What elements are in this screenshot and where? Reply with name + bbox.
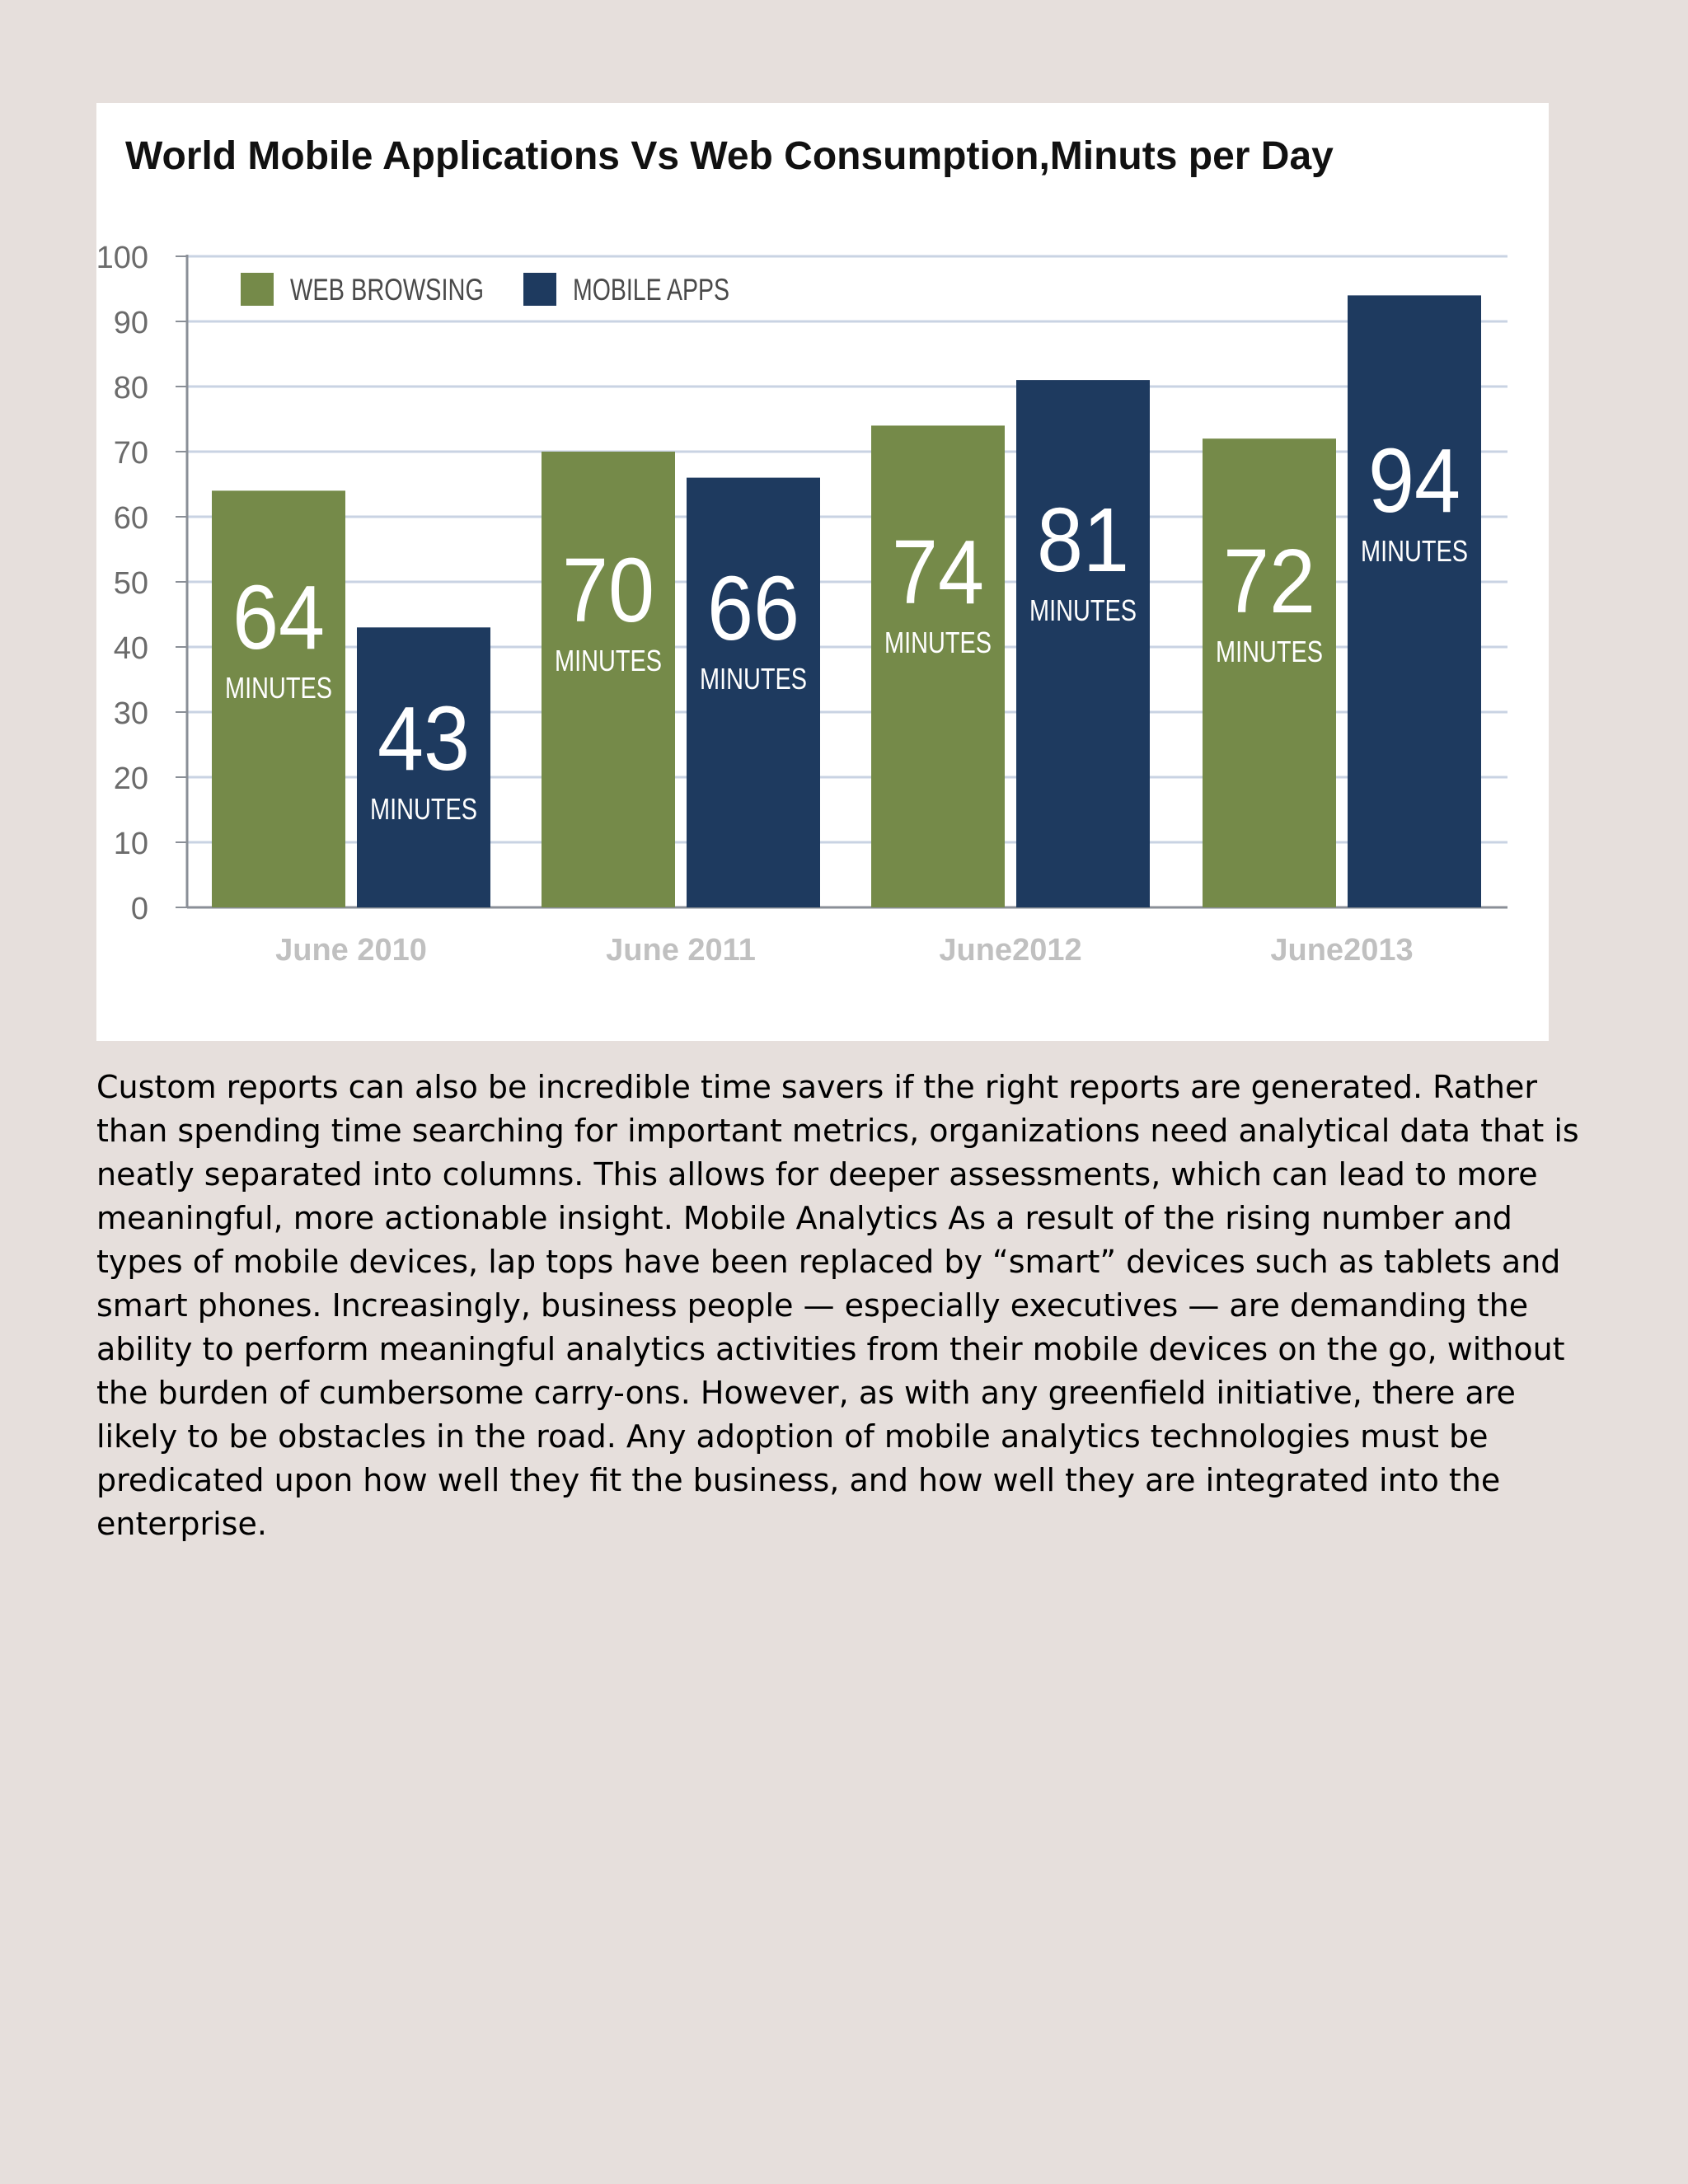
- bar-value-label: 81: [1037, 490, 1129, 592]
- y-tick-label: 100: [96, 241, 148, 275]
- bar-mobile-apps: [1016, 380, 1150, 907]
- y-tick-label: 60: [113, 501, 148, 536]
- legend-label: WEB BROWSING: [290, 273, 484, 307]
- bar-unit-label: MINUTES: [700, 662, 807, 696]
- bar-unit-label: MINUTES: [225, 671, 332, 705]
- bar-value-label: 70: [562, 539, 654, 641]
- bar-web-browsing: [1203, 438, 1336, 907]
- bar-value-label: 74: [892, 521, 984, 623]
- bar-mobile-apps: [1348, 295, 1481, 907]
- bar-web-browsing: [871, 425, 1005, 907]
- legend-label: MOBILE APPS: [573, 273, 729, 307]
- bar-unit-label: MINUTES: [555, 643, 662, 677]
- bar-value-label: 94: [1368, 430, 1461, 532]
- legend-swatch: [523, 273, 556, 306]
- bar-unit-label: MINUTES: [884, 625, 992, 659]
- x-category-label: June2013: [1270, 933, 1414, 968]
- bar-unit-label: MINUTES: [370, 792, 477, 827]
- body-paragraph: Custom reports can also be incredible time savers if the right reports are generated. Rather than spending time searching for important metrics, organizations need analytical data that is neatly separated into columns. This allows for deeper assessments, which can lead to more meaningful, more actionable insight. Mobile Analytics As a result of the rising number and types of mobile devices, lap tops have been replaced by “smart” devices such as tablets and smart phones. Increasingly, business people — especially executives — are demanding the ability to perform meaningful analytics activities from their mobile devices on the go, without the burden of cumbersome carry-ons. However, as with any greenfield initiative, there are likely to be obstacles in the road. Any adoption of mobile analytics technologies must be predicated upon how well they fit the business, and how well they are integrated into the enterprise.: [96, 1069, 1579, 1542]
- y-tick-label: 80: [113, 371, 148, 405]
- y-tick-label: 0: [130, 892, 148, 926]
- x-category-label: June 2011: [606, 933, 756, 968]
- x-category-label: June 2010: [275, 933, 427, 968]
- y-tick-label: 30: [113, 696, 148, 731]
- legend-swatch: [241, 273, 274, 306]
- bar-value-label: 72: [1223, 530, 1315, 632]
- chart-panel: [96, 103, 1549, 1041]
- x-category-label: June2012: [939, 933, 1082, 968]
- bar-unit-label: MINUTES: [1216, 634, 1323, 668]
- bar-web-browsing: [542, 452, 675, 907]
- bar-unit-label: MINUTES: [1029, 593, 1137, 628]
- bar-value-label: 64: [232, 567, 325, 669]
- bar-unit-label: MINUTES: [1361, 534, 1468, 569]
- bar-value-label: 66: [707, 558, 799, 660]
- y-tick-label: 40: [113, 631, 148, 666]
- bar-value-label: 43: [377, 688, 470, 790]
- chart-title: World Mobile Applications Vs Web Consumption,Minuts per Day: [125, 134, 1334, 178]
- y-tick-label: 10: [113, 827, 148, 861]
- y-tick-label: 70: [113, 436, 148, 471]
- bar-chart: [96, 103, 1549, 1041]
- y-tick-label: 90: [113, 306, 148, 340]
- y-tick-label: 20: [113, 762, 148, 796]
- y-tick-label: 50: [113, 566, 148, 601]
